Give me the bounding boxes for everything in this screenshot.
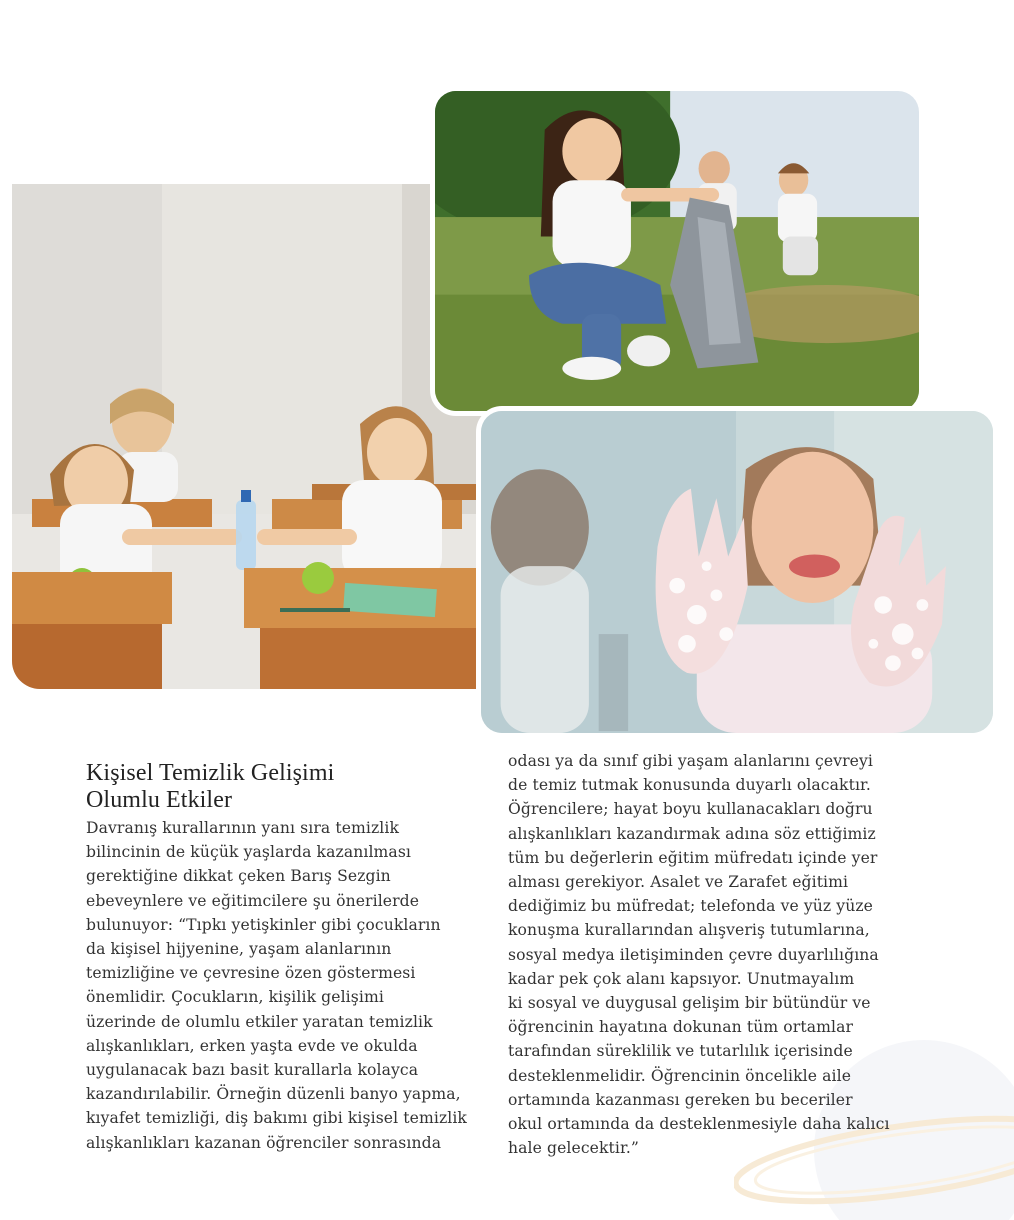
body-line: kazandırılabilir. Örneğin düzenli banyo yapma, [86,1085,461,1104]
body-line: gerektiğine dikkat çeken Barış Sezgin [86,867,391,886]
body-line: alması gerekiyor. Asalet ve Zarafet eğitimi [508,873,849,892]
body-line: uygulanacak bazı basit kurallarla kolayca [86,1061,419,1080]
body-line: kadar pek çok alanı kapsıyor. Unutmayalım [508,969,855,988]
park-cleanup-photo [430,86,924,416]
body-line: alışkanlıkları, erken yaşta evde ve okulda [86,1036,418,1055]
body-line: dediğimiz bu müfredat; telefonda ve yüz yüze [508,897,873,916]
body-line: odası ya da sınıf gibi yaşam alanlarını çevreyi [508,752,873,770]
article-column-right [508,749,918,1160]
classroom-photo [12,184,492,689]
body-line: sosyal medya iletişiminden çevre duyarlılığına [508,945,879,964]
body-line: da kişisel hijyenine, yaşam alanlarının [86,940,392,959]
body-line: bilincinin de küçük yaşlarda kazanılması [86,843,412,862]
handwash-photo [476,406,998,738]
body-line: alışkanlıkları kazandırmak adına söz ettiğimiz [508,824,876,843]
body-line: de temiz tutmak konusunda duyarlı olacaktır. [508,776,871,795]
article-column-left [86,760,494,1155]
body-line: okul ortamında da desteklenmesiyle daha kalıcı [508,1115,890,1134]
body-line: ebeveynlere ve eğitimcilere şu önerilerde [86,891,420,910]
body-line: konuşma kurallarından alışveriş tutumlarına, [508,921,870,940]
body-line: tarafından süreklilik ve tutarlılık içerisinde [508,1042,853,1061]
body-line: öğrencinin hayatına dokunan tüm ortamlar [508,1018,854,1037]
body-line: ortamında kazanması gereken bu beceriler [508,1090,853,1109]
body-line: ki sosyal ve duygusal gelişim bir bütündür ve [508,994,871,1013]
body-line: alışkanlıkları kazanan öğrenciler sonrasında [86,1133,442,1152]
body-line: bulunuyor: “Tıpkı yetişkinler gibi çocukların [86,915,441,934]
body-line: desteklenmelidir. Öğrencinin öncelikle aile [508,1066,852,1085]
body-text-left [86,816,494,1155]
body-line: kıyafet temizliği, diş bakımı gibi kişisel temizlik [86,1109,467,1128]
body-line: Davranış kurallarının yanı sıra temizlik [86,819,400,837]
body-line: temizliğine ve çevresine özen göstermesi [86,964,416,983]
body-line: hale gelecektir.” [508,1139,639,1158]
body-line: üzerinde de olumlu etkiler yaratan temizlik [86,1012,433,1031]
article-heading [86,760,494,814]
heading-line-2: Olumlu Etkiler [86,787,233,813]
heading-line-1: Kişisel Temizlik Gelişimi [86,760,335,786]
body-line: Öğrencilere; hayat boyu kullanacakları doğru [508,800,873,819]
body-line: tüm bu değerlerin eğitim müfredatı içinde yer [508,848,878,867]
body-line: önemlidir. Çocukların, kişilik gelişimi [86,988,384,1007]
